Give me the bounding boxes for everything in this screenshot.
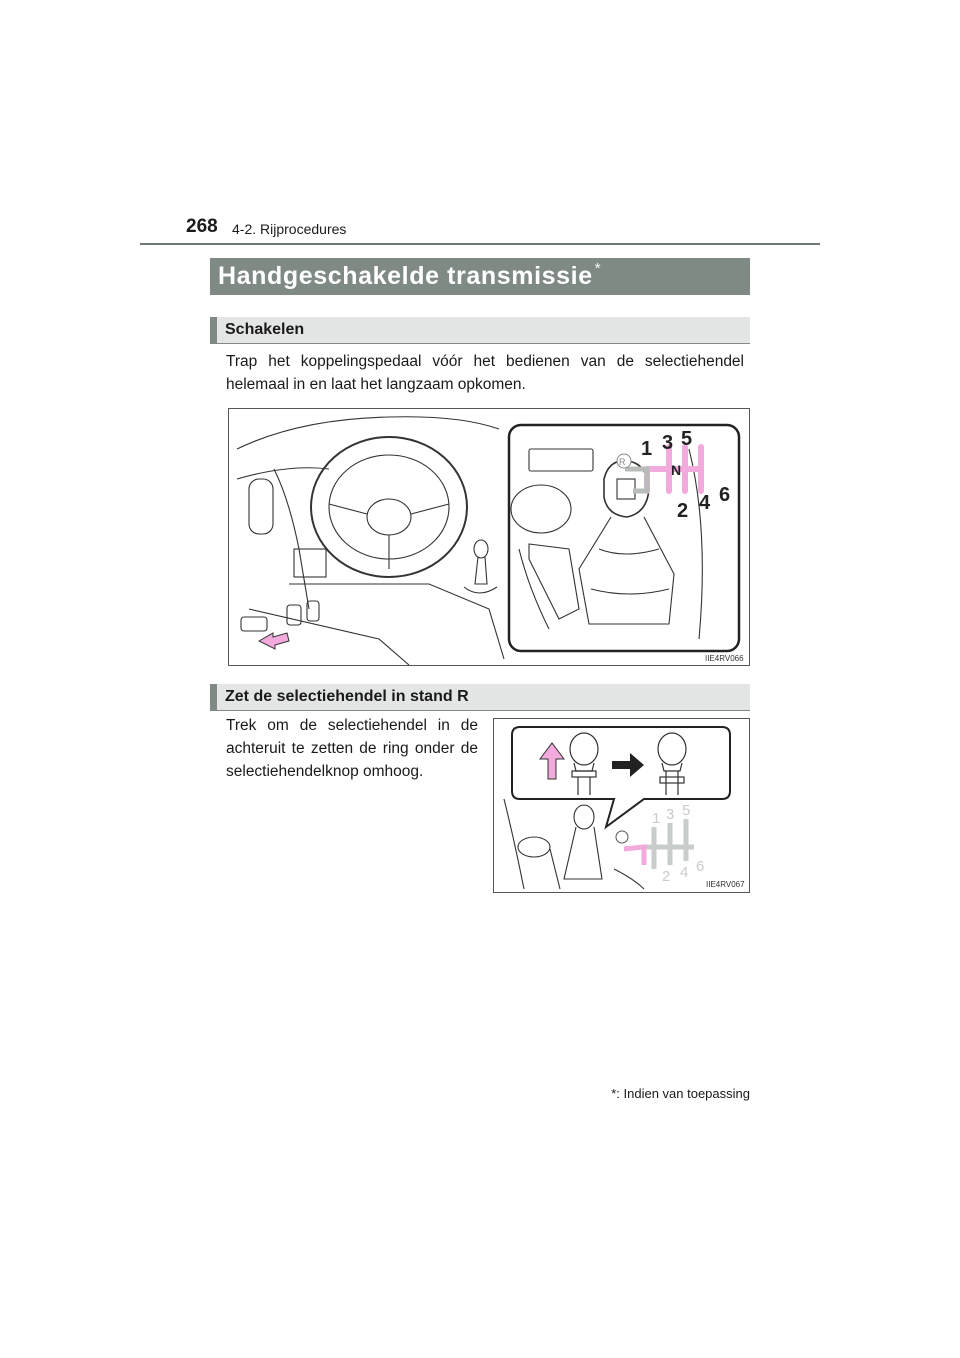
gear-label-4-small: 4	[680, 864, 689, 881]
gear-label-3-small: 3	[666, 806, 675, 823]
page-title	[210, 258, 750, 295]
section-heading-schakelen: Schakelen	[210, 317, 750, 344]
gear-label-2-small: 2	[662, 868, 671, 885]
gear-label-1-small: 1	[652, 810, 661, 827]
footnote-marker: *	[611, 1086, 617, 1101]
section-body-reverse: Trek om de selectiehendel in de achteruit te zetten de ring onder de selectiehendelknop omhoog.	[226, 717, 478, 780]
section-reference: 4-2. Rijprocedures	[232, 221, 347, 237]
gear-label-6-small: 6	[696, 858, 705, 875]
section-heading-reverse: Zet de selectiehendel in stand R	[210, 684, 750, 711]
title-footnote-marker: *	[594, 260, 602, 277]
page-title-text: Handgeschakelde transmissie	[218, 262, 593, 290]
page-number: 268	[186, 216, 218, 237]
footnote-text: : Indien van toepassing	[616, 1086, 750, 1101]
gear-label-6: 6	[719, 484, 731, 506]
gear-label-3: 3	[662, 432, 674, 454]
gear-label-neutral: N	[671, 462, 682, 478]
gear-label-2: 2	[677, 500, 689, 522]
gear-label-5: 5	[681, 428, 693, 450]
gear-label-1: 1	[641, 438, 653, 460]
figure-gear-shifting	[228, 408, 750, 666]
illustration-cabin-gear-lever	[229, 409, 749, 665]
footnote	[600, 1086, 750, 1101]
figure-code-2: IIE4RV067	[706, 880, 745, 889]
figure-reverse-ring	[493, 718, 750, 893]
gear-label-5-small: 5	[682, 802, 691, 819]
section-body-schakelen: Trap het koppelingspedaal vóór het bedienen van de selectiehendel helemaal in en laat het langzaam opkomen.	[226, 353, 744, 393]
figure-code-1: IIE4RV066	[705, 654, 744, 663]
gear-label-4: 4	[699, 492, 711, 514]
illustration-reverse-ring	[494, 719, 749, 892]
gear-label-reverse: R	[619, 457, 626, 467]
header-divider	[140, 243, 820, 245]
